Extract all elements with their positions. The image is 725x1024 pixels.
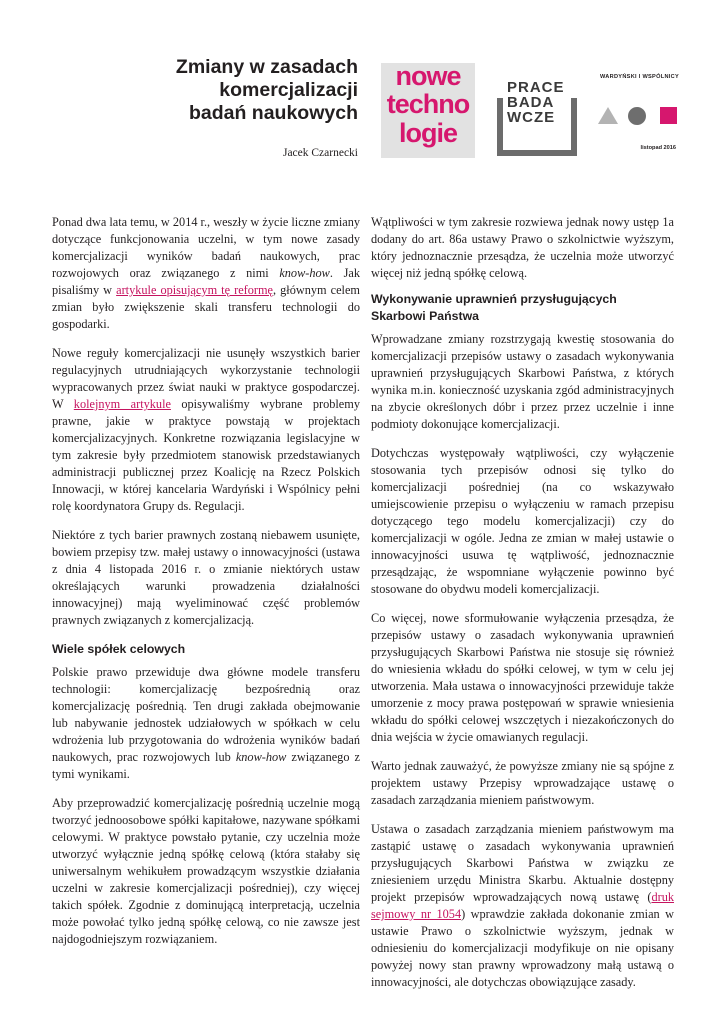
right-column [371,214,674,1003]
left-column [52,214,360,960]
logo-text: nowe [395,61,461,91]
reform-article-link[interactable]: artykule opisującym tę reformę [116,283,274,297]
logo-text: techno [386,89,470,119]
logo-text: BADA [507,94,555,111]
paragraph: Ponad dwa lata temu, w 2014 r., weszły w życie liczne zmiany dotyczące funkcjonowania uczelni, w tym nowe zasady komercjalizacji wyników badań naukowych, prac rozwojowych oraz związanego z nimi know-how. Jak pisaliśmy w artykule opisującym tę reformę, głównym celem zmian było zwiększenie skali transferu technologii do gospodarki. [52,215,361,331]
paragraph: Warto jednak zauważyć, że powyższe zmiany nie są spójne z projektem ustawy Przepisy wprowadzające ustawę o zasadach zarządzania mieniem państwowym. [371,759,674,807]
prace-badawcze-logo [497,80,579,160]
logo-text: logie [398,118,457,148]
logo-text: PRACE [507,79,565,96]
paragraph: Wątpliwości w tym zakresie rozwiewa jednak nowy ustęp 1a dodany do art. 86a ustawy Prawo o szkolnictwie wyższym, który jednoznacznie przesądza, że uczelnia może utworzyć więcej niż jedną spółkę celową. [371,215,674,280]
paragraph: Ustawa o zasadach zarządzania mieniem państwowym ma zastąpić ustawę o zasadach wykonywania uprawnień przysługujących Skarbowi Państwa w związku ze zniesieniem urzędu Ministra Skarbu. Aktualnie dostępny projekt przepisów wprowadzających nową ustawę (druk sejmowy nr 1054) wprawdzie zakłada dokonanie zmian w ustawie Prawo o szkolnictwie wyższym, jednak w odniesieniu do komercjalizacji modyfikuje on nie opisany powyżej nowy stan prawny wprowadzony małą ustawą o innowacyjności, ale dotychczas obowiązujące zasady. [371,822,674,989]
triangle-icon [598,107,618,124]
square-icon [660,107,677,124]
circle-icon [628,107,646,125]
nowe-technologie-logo [381,63,475,158]
article-title [130,56,358,125]
paragraph: Wprowadzane zmiany rozstrzygają kwestię stosowania do komercjalizacji przepisów ustawy o zasadach wykonywania uprawnień przysługujących Skarbowi Państwa, z których wynika m.in. konieczność uzyskania zgód administracyjnych na zbycie określonych dóbr i przez przez uczelnie i inne podmioty dokonujące komercjalizacji. [371,332,674,431]
issue-date: listopad 2016 [640,145,676,151]
author-name: Jacek Czarnecki [282,147,358,159]
title-line: badań naukowych [188,102,358,124]
section-heading: Wiele spółek celowych [52,642,186,656]
title-line: komercjalizacji [219,79,358,101]
paragraph: Polskie prawo przewiduje dwa główne modele transferu technologii: komercjalizację bezpośrednią oraz komercjalizację pośrednią. Ten drugi zakłada obejmowanie lub nabywanie jednostek udziałowych w spółkach w celu wdrożenia lub przygotowania do wdrożenia wyników badań naukowych, prac rozwojowych lub know-how związanego z tymi wynikami. [52,665,360,781]
title-line: Zmiany w zasadach [175,56,358,78]
logo-text: WCZE [507,109,556,126]
paragraph: Nowe reguły komercjalizacji nie usunęły wszystkich barier regulacyjnych utrudniających wykorzystanie technologii wypracowanych przez świat nauki w praktyce gospodarczej. W kolejnym artykule opisywaliśmy wybrane problemy prawne, jakie w praktyce powstają w projektach komercjalizacyjnych. Konkretne rozwiązania legislacyjne w tym zakresie były przedmiotem stanowisk przedstawianych administracji publicznej przez Koalicję na Rzecz Polskich Innowacji, w której kancelaria Wardyński i Wspólnicy pełni rolę koordynatora Grupy ds. Regulacji. [52,346,360,513]
firm-logo-shapes [597,104,679,126]
paragraph: Aby przeprowadzić komercjalizację pośrednią uczelnie mogą tworzyć jednoosobowe spółki kapitałowe, nazywane spółkami celowymi. W praktyce powstało pytanie, czy uczelnia może utworzyć wyłącznie jedną spółkę celową (która stałaby się uniwersalnym wehikułem prowadzącym wszystkie działania uczelni w zakresie komercjalizacji pośredniej), czy więcej takich spółek. Zgodnie z dominującą interpretacją, uczelnia może powołać tylko jedną spółkę celową, co nie zawsze jest najdogodniejszym rozwiązaniem. [52,796,360,946]
paragraph: Co więcej, nowe sformułowanie wyłączenia przesądza, że przepisów ustawy o zasadach wykonywania uprawnień przysługujących Skarbowi Państwa nie stosuje się również do wniesienia wkładu do spółki celowej, w tym w celu jej utworzenia. Mała ustawa o innowacyjności przewiduje także umorzenie z mocy prawa postępowań w sprawie wniesienia wkładu do spółki celowej wszczętych i niezakończonych do dnia wejścia w życie omawianych regulacji. [371,611,674,744]
next-article-link[interactable]: kolejnym artykule [73,397,171,411]
section-heading: Wykonywanie uprawnień przysługujących Skarbowi Państwa [371,292,617,323]
paragraph: Niektóre z tych barier prawnych zostaną niebawem usunięte, bowiem przepisy tzw. małej ustawy o innowacyjności (ustawa z dnia 4 listopada 2016 r. o zmianie niektórych ustaw określających warunki prowadzenia działalności innowacyjnej) mają wyeliminować część problemów prawnych związanych z komercjalizacją. [52,528,360,627]
paragraph: Dotychczas występowały wątpliwości, czy wyłączenie stosowania tych przepisów odnosi się tylko do komercjalizacji pośredniej (na co wskazywało umiejscowienie przepisu o wyłączeniu w ramach przepisu dotyczącego tego modelu komercjalizacji) czy do komercjalizacji w ogóle. Jedna ze zmian w małej ustawie o innowacyjności usuwa tę wątpliwość, jednoznacznie przesądzając, że wspomniane wyłączenie powinno być stosowane do obydwu modeli komercjalizacji. [371,446,674,596]
druk-sejmowy-link[interactable]: druk sejmowy nr 1054 [371,890,674,921]
firm-name: WARDYŃSKI I WSPÓLNICY [600,74,680,80]
